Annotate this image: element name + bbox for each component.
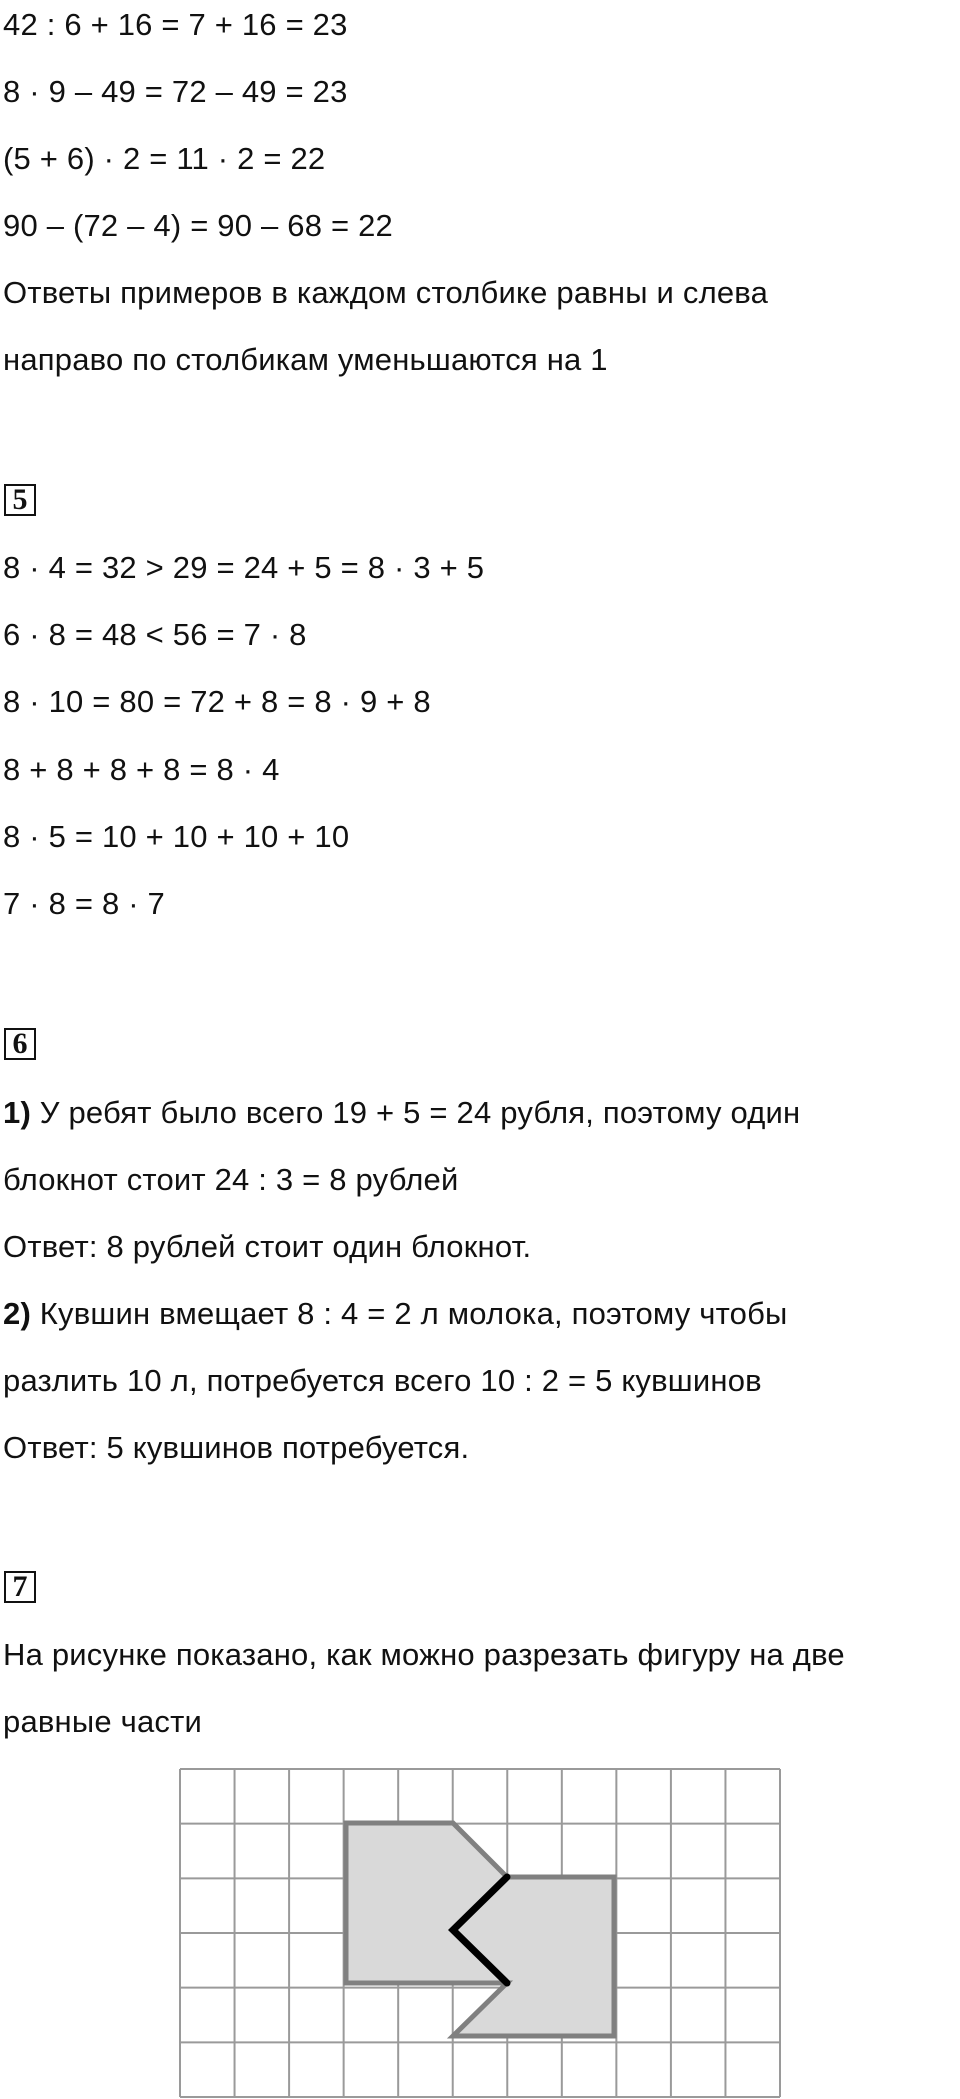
task-number-5: 5 xyxy=(4,484,36,516)
expression-line: (5 + 6) · 2 = 11 · 2 = 22 xyxy=(3,141,326,176)
conclusion-line: направо по столбикам уменьшаются на 1 xyxy=(3,342,608,377)
comparison-line: 8 · 10 = 80 = 72 + 8 = 8 · 9 + 8 xyxy=(3,684,431,719)
part-label: 2) xyxy=(3,1296,31,1331)
part-label: 1) xyxy=(3,1095,31,1130)
solution-line xyxy=(3,1093,800,1133)
answer-line: Ответ: 5 кувшинов потребуется. xyxy=(3,1430,470,1465)
expression-line: 90 – (72 – 4) = 90 – 68 = 22 xyxy=(3,208,393,243)
grid-figure xyxy=(178,1767,782,2099)
task-number-7: 7 xyxy=(4,1571,36,1603)
solution-text: Кувшин вмещает 8 : 4 = 2 л молока, поэтому чтобы xyxy=(30,1296,788,1331)
comparison-line: 6 · 8 = 48 < 56 = 7 · 8 xyxy=(3,617,307,652)
task-text-line: равные части xyxy=(3,1704,203,1739)
conclusion-line: Ответы примеров в каждом столбике равны и слева xyxy=(3,275,769,310)
solution-line: блокнот стоит 24 : 3 = 8 рублей xyxy=(3,1162,459,1197)
expression-line: 8 · 9 – 49 = 72 – 49 = 23 xyxy=(3,74,348,109)
comparison-line: 8 · 4 = 32 > 29 = 24 + 5 = 8 · 3 + 5 xyxy=(3,550,485,585)
comparison-line: 8 + 8 + 8 + 8 = 8 · 4 xyxy=(3,752,280,787)
task-text-line: На рисунке показано, как можно разрезать фигуру на две xyxy=(3,1637,845,1672)
comparison-line: 7 · 8 = 8 · 7 xyxy=(3,886,165,921)
answer-line: Ответ: 8 рублей стоит один блокнот. xyxy=(3,1229,532,1264)
comparison-line: 8 · 5 = 10 + 10 + 10 + 10 xyxy=(3,819,350,854)
solution-line xyxy=(3,1294,788,1334)
task-number-6: 6 xyxy=(4,1028,36,1060)
expression-line: 42 : 6 + 16 = 7 + 16 = 23 xyxy=(3,7,348,42)
solution-text: У ребят было всего 19 + 5 = 24 рубля, поэтому один xyxy=(30,1095,801,1130)
solution-line: разлить 10 л, потребуется всего 10 : 2 = 5 кувшинов xyxy=(3,1363,762,1398)
